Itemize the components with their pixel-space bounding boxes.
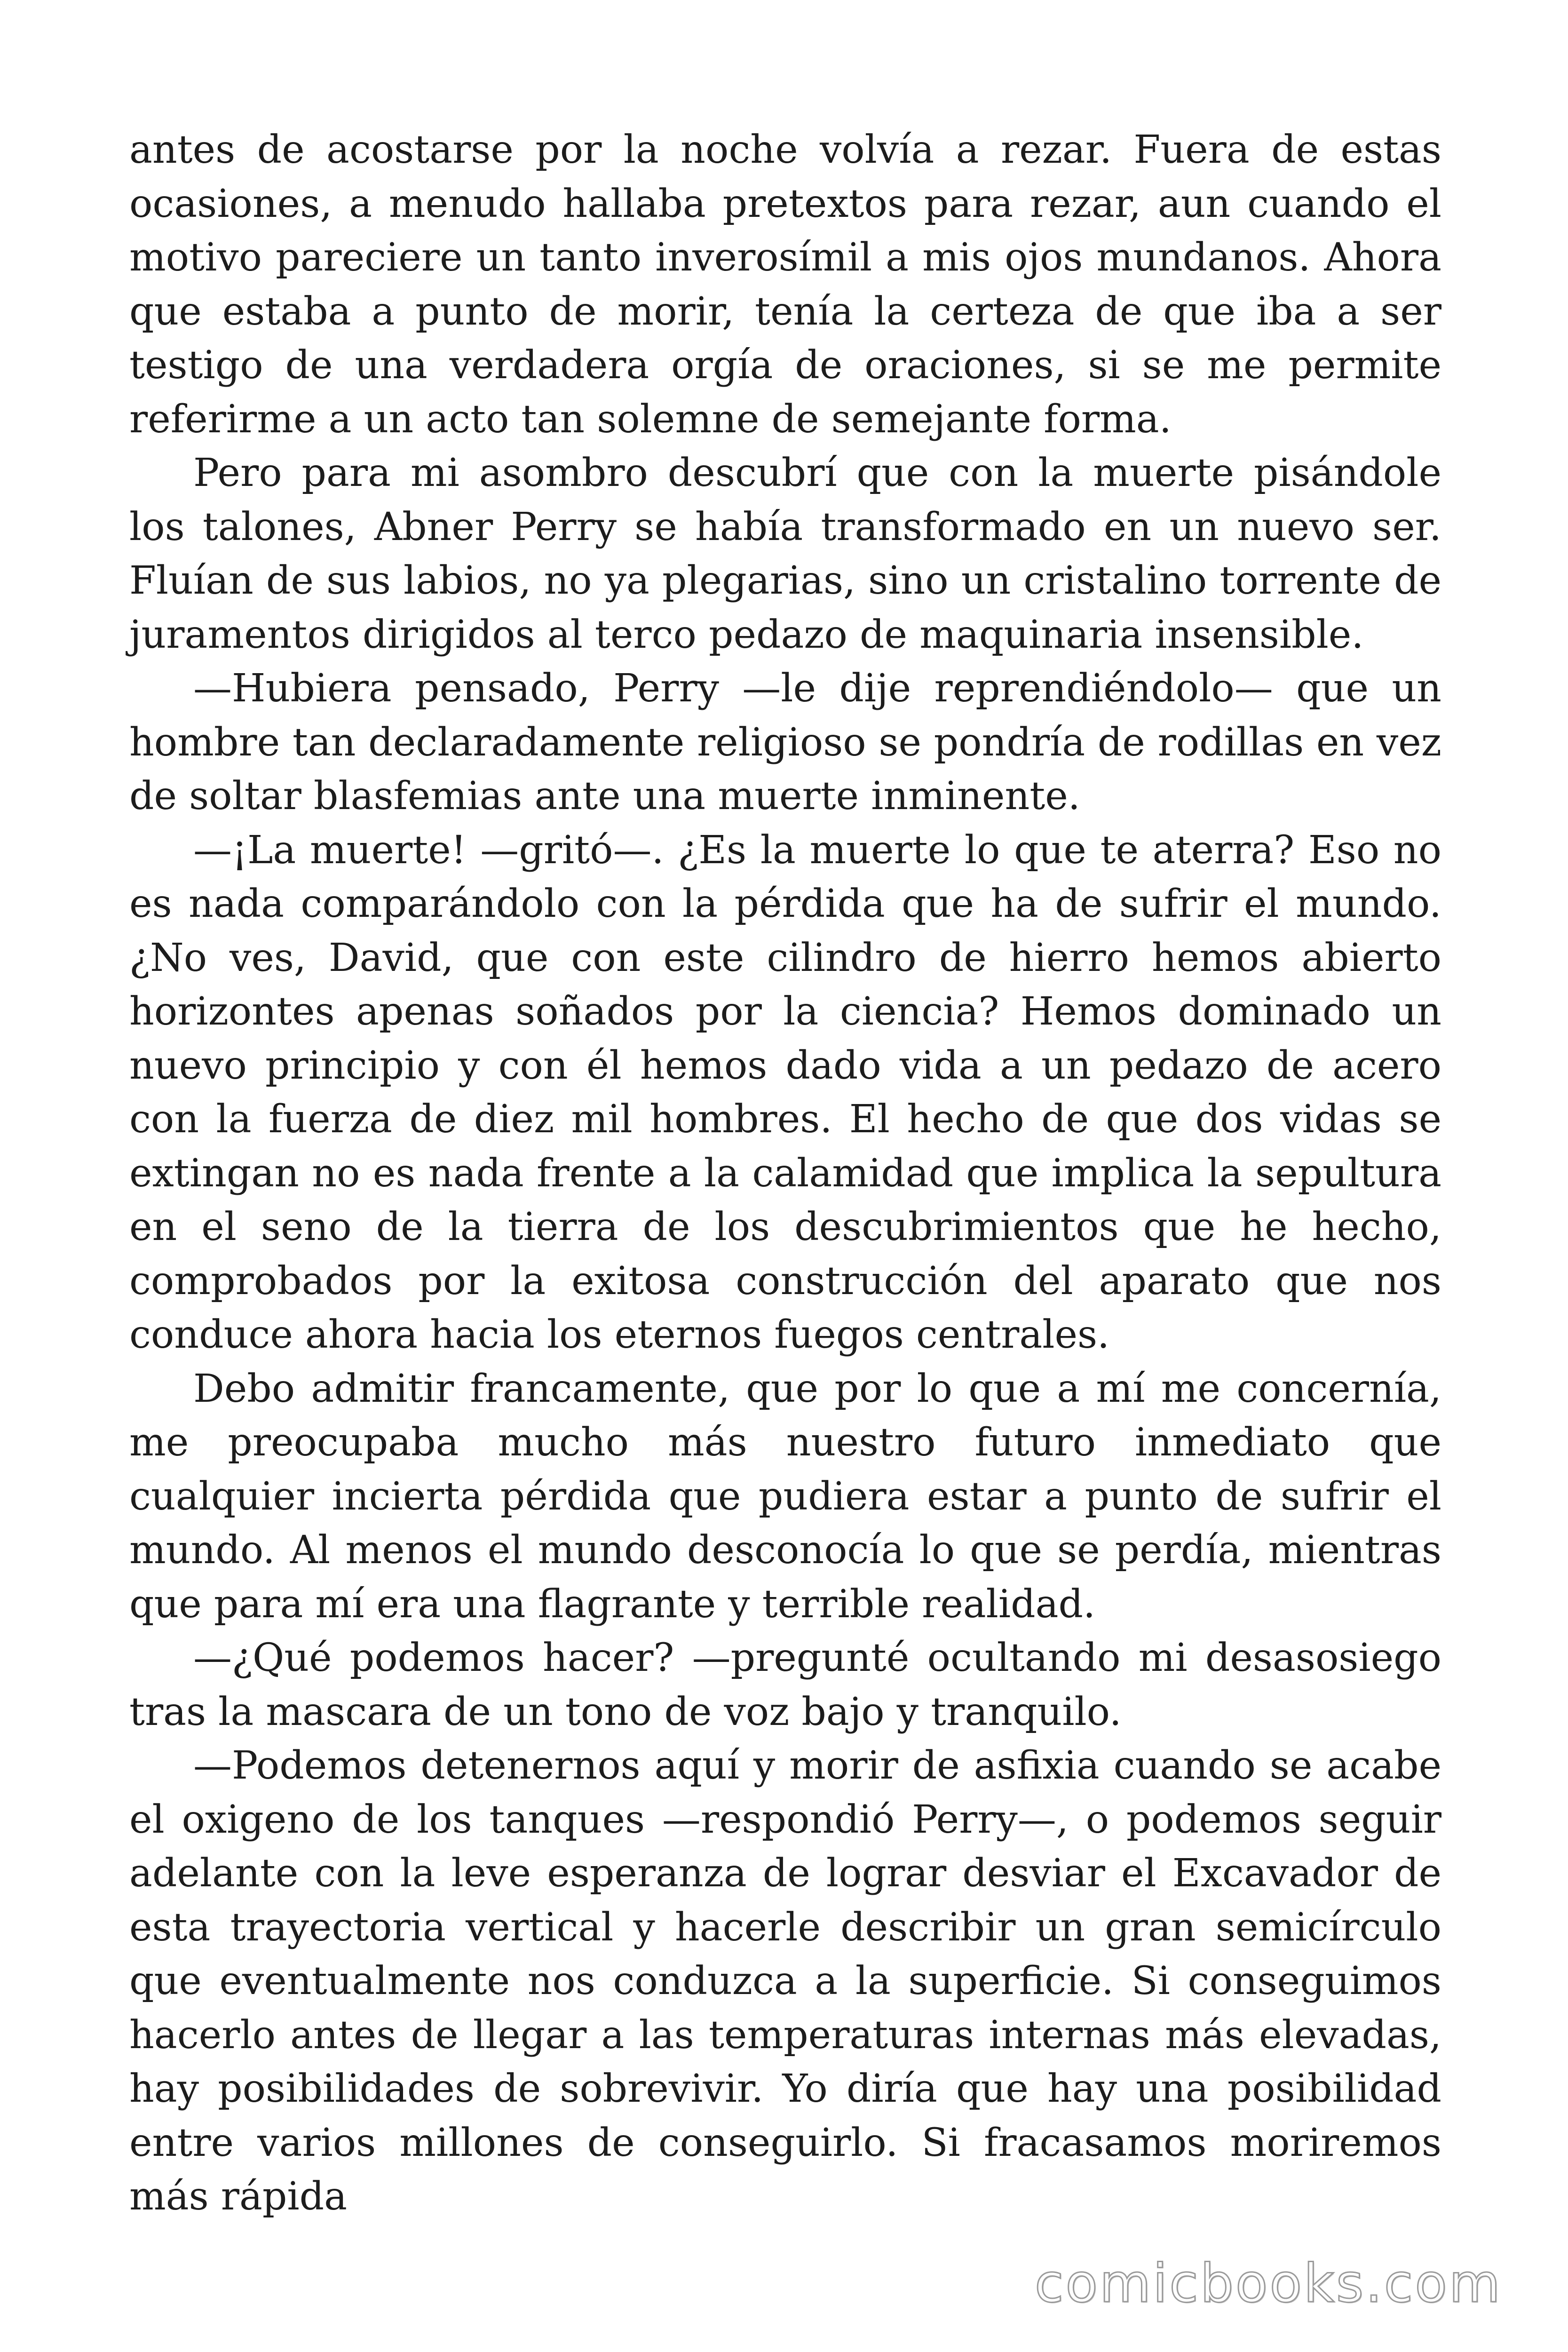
- paragraph: —¡La muerte! —gritó—. ¿Es la muerte lo que te aterra? Eso no es nada comparándolo con la pérdida que ha de sufrir el mundo. ¿No ves, David, que con este cilindro de hierro hemos abierto horizontes apenas soñados por la ciencia? Hemos dominado un nuevo principio y con él hemos dado vida a un pedazo de acero con la fuerza de diez mil hombres. El hecho de que dos vidas se extingan no es nada frente a la calamidad que implica la sepultura en el seno de la tierra de los descubrimientos que he hecho, comprobados por la exitosa construcción del aparato que nos conduce ahora hacia los eternos fuegos centrales.: [129, 827, 1441, 1357]
- paragraph: —Hubiera pensado, Perry —le dije reprendiéndolo— que un hombre tan declaradamente religioso se pondría de rodillas en vez de soltar blasfemias ante una muerte inminente.: [129, 666, 1441, 818]
- watermark: comicbooks.com: [1034, 2253, 1502, 2314]
- paragraph: —¿Qué podemos hacer? —pregunté ocultando mi desasosiego tras la mascara de un tono de voz bajo y tranquilo.: [129, 1636, 1441, 1734]
- paragraph: antes de acostarse por la noche volvía a rezar. Fuera de estas ocasiones, a menudo hallaba pretextos para rezar, aun cuando el motivo pareciere un tanto inverosímil a mis ojos mundanos. Ahora que estaba a punto de morir, tenía la certeza de que iba a ser testigo de una verdadera orgía de oraciones, si se me permite referirme a un acto tan solemne de semejante forma.: [129, 127, 1441, 442]
- paragraph: Pero para mi asombro descubrí que con la muerte pisándole los talones, Abner Perry se había transformado en un nuevo ser. Fluían de sus labios, no ya plegarias, sino un cristalino torrente de juramentos dirigidos al terco pedazo de maquinaria insensible.: [129, 451, 1441, 657]
- paragraph: —Podemos detenernos aquí y morir de asfixia cuando se acabe el oxigeno de los tanques —respondió Perry—, o podemos seguir adelante con la leve esperanza de lograr desviar el Excavador de esta trayectoria vertical y hacerle describir un gran semicírculo que eventualmente nos conduzca a la superficie. Si conseguimos hacerlo antes de llegar a las temperaturas internas más elevadas, hay posibilidades de sobrevivir. Yo diría que hay una posibilidad entre varios millones de conseguirlo. Si fracasamos moriremos más rápida: [129, 1743, 1441, 2219]
- page-body: [129, 123, 1441, 2224]
- paragraph: Debo admitir francamente, que por lo que a mí me concernía, me preocupaba mucho más nuestro futuro inmediato que cualquier incierta pérdida que pudiera estar a punto de sufrir el mundo. Al menos el mundo desconocía lo que se perdía, mientras que para mí era una flagrante y terrible realidad.: [129, 1366, 1441, 1627]
